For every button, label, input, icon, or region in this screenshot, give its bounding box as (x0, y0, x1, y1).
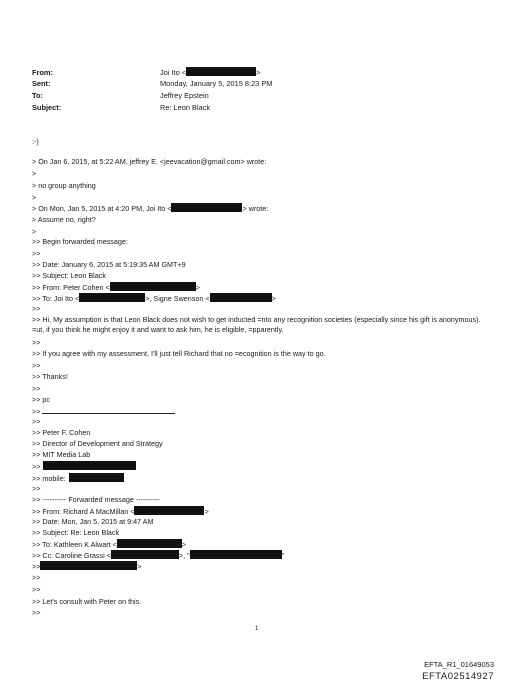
body-text: > (137, 562, 142, 571)
body-text: > (195, 283, 200, 292)
subject-label: Subject: (32, 103, 62, 112)
body-line: >> If you agree with my assessment, I'll just tell Richard that no =ecognition is the way to go. (32, 349, 326, 358)
from-suffix: > (256, 68, 261, 77)
to-value: Jeffrey Epstein (160, 91, 209, 100)
body-line: >> Subject: Re: Leon Black (32, 528, 120, 537)
body-line: >> Thanks! (32, 372, 68, 381)
body-text: > (271, 294, 276, 303)
body-line (32, 561, 142, 572)
body-text: >> (32, 562, 41, 571)
subject-value: Re: Leon Black (160, 103, 211, 112)
body-line: >> ---------- Forwarded message ---------- (32, 495, 160, 504)
signature-rule (42, 406, 175, 414)
body-text: >> (32, 462, 41, 471)
bates-number-primary: EFTA02514927 (422, 671, 494, 682)
body-line: > (32, 193, 37, 202)
body-line: >> (32, 608, 41, 617)
body-line (32, 473, 124, 484)
body-text: >> From: Richard A MacMillan < (32, 507, 135, 516)
smiley-line: :-) (32, 137, 39, 146)
body-text: > On Mon, Jan 5, 2015 at 4:20 PM, Joi Ito < (32, 204, 172, 213)
body-line: >> Begin forwarded message: (32, 237, 128, 246)
body-text: > (204, 507, 209, 516)
body-line: >> Date: January 6, 2015 at 5:19:35 AM GMT+9 (32, 260, 186, 269)
body-line (32, 539, 186, 550)
redaction-bar (186, 67, 256, 76)
body-line: >> (32, 585, 41, 594)
body-line: >> (32, 304, 41, 313)
body-line: >> Date: Mon, Jan 5, 2015 at 9:47 AM (32, 517, 154, 526)
body-line (32, 203, 268, 214)
redaction-bar (134, 506, 204, 515)
redaction-bar (110, 282, 196, 291)
to-label: To: (32, 91, 43, 100)
body-text: >> To: Kathleen K Alwart < (32, 540, 117, 549)
body-line: >> (32, 338, 41, 347)
header-subject-row (32, 103, 210, 113)
body-line: > On Jan 6, 2015, at 5:22 AM, jeffrey E. <jeevacation@gmail.com> wrote: (32, 157, 267, 166)
redaction-bar (40, 561, 137, 570)
redaction-bar (79, 293, 145, 302)
sent-label: Sent: (32, 79, 51, 88)
from-value: Joi Ito < (160, 68, 187, 77)
redaction-bar (69, 473, 124, 482)
sent-value: Monday, January 5, 2015 8:23 PM (160, 79, 273, 88)
body-text: >> mobile: (32, 474, 66, 483)
body-line: >> (32, 417, 41, 426)
body-line (32, 282, 200, 293)
redaction-bar (111, 550, 179, 559)
body-text: > (181, 540, 186, 549)
body-line: > (32, 227, 37, 236)
body-text: >> (32, 407, 41, 416)
redaction-bar (190, 550, 282, 559)
body-line (32, 406, 175, 417)
body-line: >> (32, 384, 41, 393)
header-sent-row (32, 79, 272, 89)
page-number: 1 (255, 626, 259, 632)
body-text: >, " (178, 551, 190, 560)
body-line: >> (32, 484, 41, 493)
body-text: > wrote: (242, 204, 269, 213)
header-from-row (32, 67, 260, 78)
body-line (32, 550, 284, 561)
body-line: >> MIT Media Lab (32, 450, 91, 459)
redaction-bar (171, 203, 242, 212)
body-line: >> Peter F. Cohen (32, 428, 91, 437)
body-line: >> (32, 573, 41, 582)
body-line: >> (32, 249, 41, 258)
body-text: >> Cc: Caroline Grassi < (32, 551, 111, 560)
body-line: >> Subject: Leon Black (32, 271, 106, 280)
body-line: >> Director of Development and Strategy (32, 439, 163, 448)
body-line (32, 461, 136, 472)
body-text: " (281, 551, 285, 560)
body-text: >, Signe Swenson < (145, 294, 210, 303)
body-line: >> Let's consult with Peter on this. (32, 597, 142, 606)
body-line: > Assume no, right? (32, 215, 96, 224)
body-line: >> pc (32, 395, 50, 404)
from-label: From: (32, 68, 53, 77)
body-text: >> From: Peter Cohen < (32, 283, 110, 292)
redaction-bar (210, 293, 272, 302)
redaction-bar (43, 461, 136, 470)
header-to-row (32, 91, 209, 101)
body-line: > no group anything (32, 181, 96, 190)
body-line: > (32, 169, 37, 178)
bates-number-secondary: EFTA_R1_01649053 (424, 660, 494, 669)
body-line (32, 293, 276, 304)
body-line: >> (32, 361, 41, 370)
body-text: >> To: Joi Ito < (32, 294, 80, 303)
body-paragraph: >> Hi. My assumption is that Leon Black does not wish to get inducted =nto any recognition societies (especially since his gift is anonymous). =ut, if you think he might enjoy it and want to ask him, he is eligible, =pparently. (32, 315, 481, 334)
body-line (32, 506, 209, 517)
redaction-bar (117, 539, 182, 548)
